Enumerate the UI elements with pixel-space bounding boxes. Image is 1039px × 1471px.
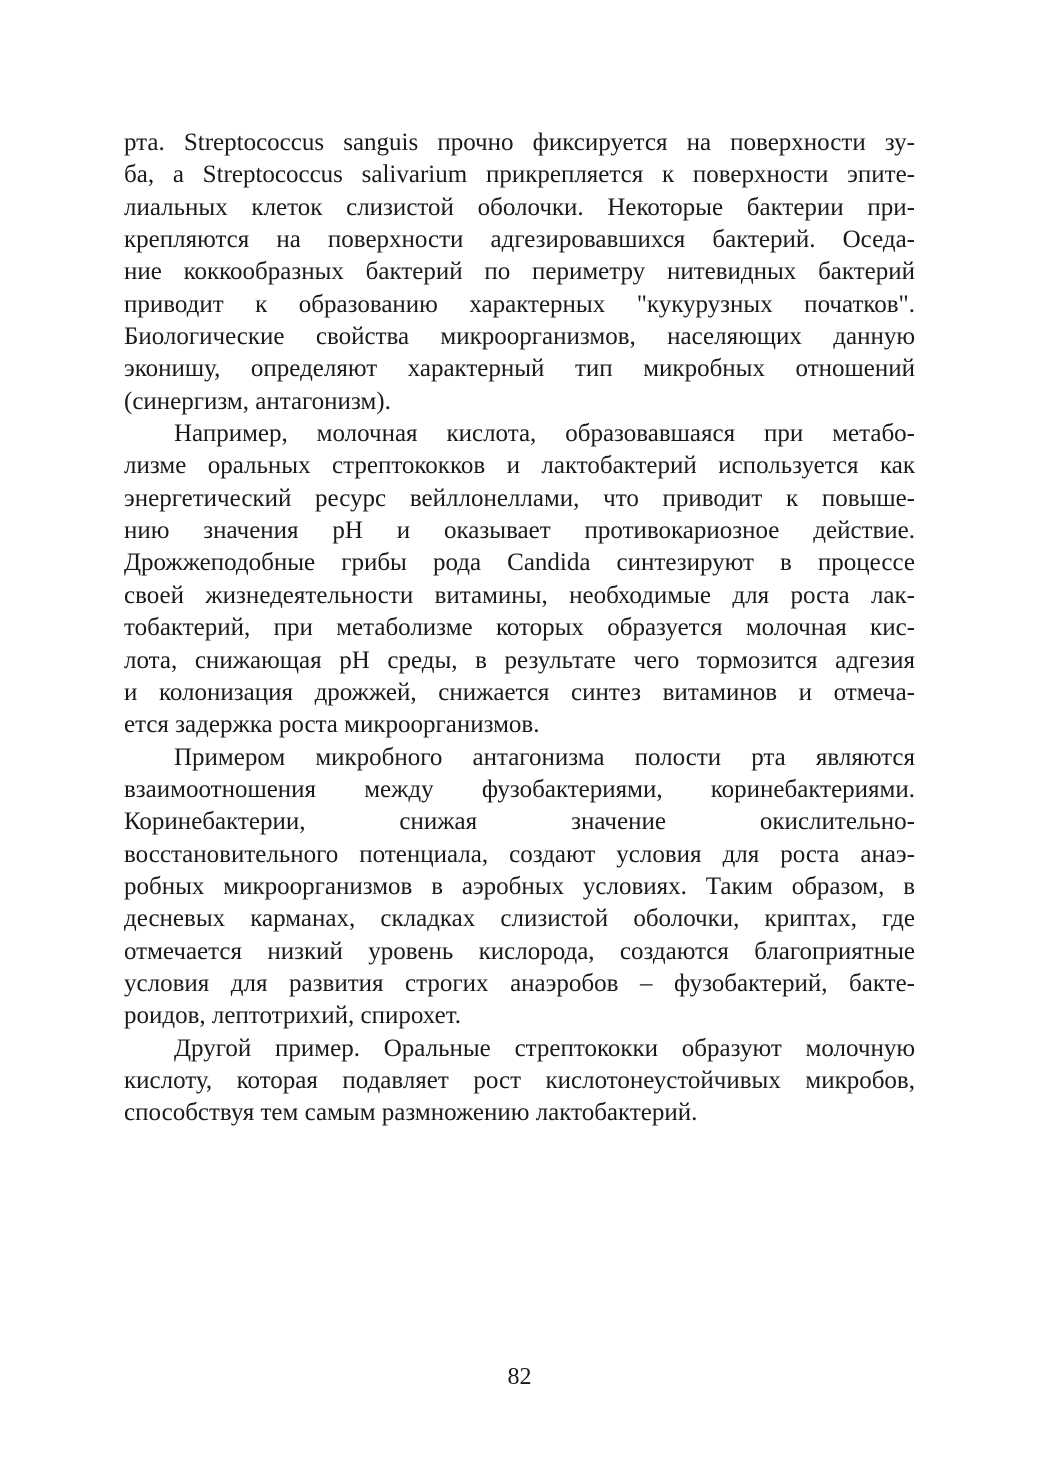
text-line: ние коккообразных бактерий по периметру нитевидных бактерий — [124, 258, 915, 286]
text-line: десневых карманах, складках слизистой оболочки, криптах, где — [124, 905, 915, 933]
text-line: отмечается низкий уровень кислорода, создаются благоприятные — [124, 937, 915, 965]
text-line: лота, снижающая pH среды, в результате чего тормозится адгезия — [124, 646, 915, 674]
text-line: Биологические свойства микроорганизмов, населяющих данную — [124, 323, 915, 351]
text-line: ба, а Streptococcus salivarium прикрепляется к поверхности эпите- — [124, 161, 915, 189]
text-line: эконишу, определяют характерный тип микробных отношений — [124, 355, 915, 383]
text-line: лизме оральных стрептококков и лактобактерий используется как — [124, 452, 915, 480]
text-line: (синергизм, антагонизм). — [124, 387, 391, 415]
text-line: рта. Streptococcus sanguis прочно фиксируется на поверхности зу- — [124, 129, 915, 156]
text-line: Дрожжеподобные грибы рода Candida синтезируют в процессе — [124, 549, 915, 577]
text-line: робных микроорганизмов в аэробных условиях. Таким образом, в — [124, 872, 915, 900]
text-line: крепляются на поверхности адгезировавшихся бактерий. Оседа- — [124, 226, 915, 254]
text-line: нию значения pH и оказывает противокариозное действие. — [124, 517, 915, 545]
text-line: энергетический ресурс вейллонеллами, что приводит к повыше- — [124, 484, 915, 512]
text-line: восстановительного потенциала, создают условия для роста анаэ- — [124, 840, 915, 868]
text-line: своей жизнедеятельности витамины, необходимые для роста лак- — [124, 581, 915, 609]
body-text — [124, 127, 915, 1130]
text-line: условия для развития строгих анаэробов – фузобактерий, бакте- — [124, 969, 915, 997]
text-line: лиальных клеток слизистой оболочки. Некоторые бактерии при- — [124, 193, 915, 221]
text-line: Примером микробного антагонизма полости рта являются — [174, 743, 915, 771]
text-line: тобактерий, при метаболизме которых образуется молочная кис- — [124, 614, 915, 642]
text-line: способствуя тем самым размножению лактобактерий. — [124, 1099, 698, 1127]
page-number: 82 — [507, 1364, 532, 1390]
text-line: и колонизация дрожжей, снижается синтез витаминов и отмеча- — [124, 678, 915, 706]
text-line: Другой пример. Оральные стрептококки образуют молочную — [174, 1034, 915, 1062]
text-line: приводит к образованию характерных "кукурузных початков". — [124, 290, 915, 318]
text-line: Коринебактерии, снижая значение окислительно- — [124, 808, 915, 836]
text-line: роидов, лептотрихий, спирохет. — [124, 1002, 461, 1030]
text-line: кислоту, которая подавляет рост кислотонеустойчивых микробов, — [124, 1066, 915, 1094]
text-line: взаимоотношения между фузобактериями, коринебактериями. — [124, 775, 915, 803]
text-line: ется задержка роста микроорганизмов. — [124, 711, 540, 739]
text-line: Например, молочная кислота, образовавшаяся при метабо- — [174, 420, 915, 448]
